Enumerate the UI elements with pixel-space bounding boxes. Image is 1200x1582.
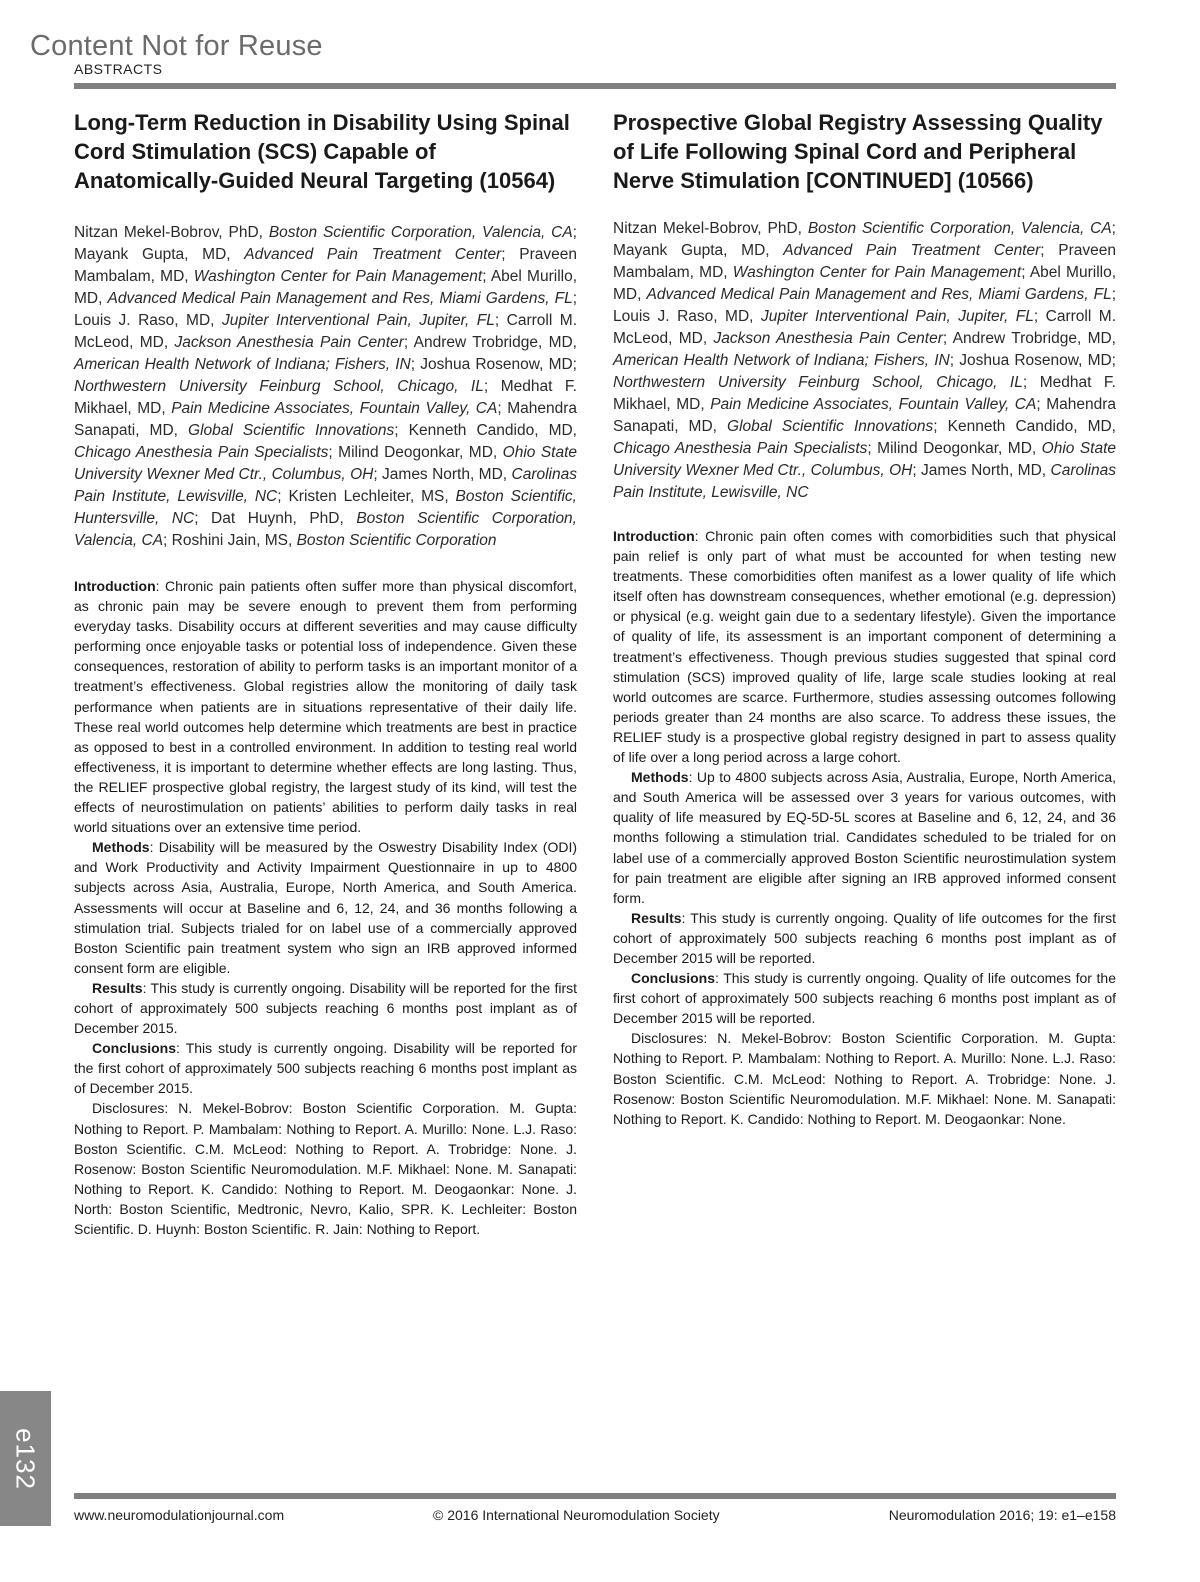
author-separator: ; [163,532,172,549]
author-separator: ; [1036,396,1047,413]
section-text: Disclosures: N. Mekel-Bobrov: Boston Scientific Corporation. M. Gupta: Nothing to Report. P. Mambalam: Nothing to Report. A. Murillo: None. L.J. Raso: Boston Scientific. C.M. McLeod: Nothing to Report. A. Trobridge: None. J. Rosenow: Boston Scientific Neuromodulation. M.F. Mikhael: None. M. Sanapati: Nothing to Report. K. Candido: Nothing to Report. M. Deogaonkar: None. J. North: Boston Scientific, Medtronic, Nevro, Kalio, SPR. K. Lechleiter: Boston Scientific. D. Huynh: Boston Scientific. R. Jain: Nothing to Report. [74,1100,577,1237]
section-heading: Conclusions [92,1040,177,1057]
section-text: : Up to 4800 subjects across Asia, Australia, Europe, North America, and South America will be assessed over 3 years for various outcomes, with quality of life measured by EQ-5D-5L scores at Baseline and 6, 12, 24, and 36 months following a stimulation trial. Candidates scheduled to be trialed for on label use of a commercially approved Boston Scientific neurostimulation system for pain treatment are eligible after signing an IRB approved informed consent form. [613,769,1116,906]
author-name: Mahendra Sanapati, MD, [74,400,577,439]
section-conclusions [613,968,1116,1028]
author-affiliation: Carolinas Pain Institute, Lewisville, NC [613,462,1116,501]
author-affiliation: Advanced Medical Pain Management and Res, Miami Gardens, FL [646,286,1112,303]
author-name: Kenneth Candido, MD, [408,422,577,439]
author-name: Medhat F. Mikhael, MD, [613,374,1116,413]
author-separator: ; [1022,374,1040,391]
author-name: Carroll M. McLeod, MD, [74,312,578,351]
author-separator: ; [1033,308,1046,325]
author-separator: ; [949,352,960,369]
page-number-tab [0,1391,51,1526]
section-label: ABSTRACTS [74,61,163,77]
author-separator: ; [501,246,520,263]
author-name: Abel Murillo, MD, [74,268,578,307]
author-affiliation: Chicago Anesthesia Pain Specialists [74,444,329,461]
author-affiliation: Chicago Anesthesia Pain Specialists [613,440,868,457]
section-heading: Results [631,909,682,926]
section-conclusions [74,1038,577,1098]
section-heading: Conclusions [631,970,716,987]
author-name: Nitzan Mekel-Bobrov, PhD, [74,224,269,241]
author-name: James North, MD, [921,462,1051,479]
author-affiliation: Jupiter Interventional Pain, Jupiter, FL [760,308,1034,325]
section-text: : This study is currently ongoing. Quality of life outcomes for the first cohort of approximately 500 subjects reaching 6 months post implant as of December 2015 will be reported. [613,909,1116,966]
author-separator: ; [942,330,953,347]
author-name: Louis J. Raso, MD, [74,312,222,329]
author-name: Nitzan Mekel-Bobrov, PhD, [613,220,808,237]
author-name: Milind Deogonkar, MD, [338,444,503,461]
author-separator: ; [572,290,578,307]
section-disclosures [74,1098,577,1239]
abstract-title: Long-Term Reduction in Disability Using Spinal Cord Stimulation (SCS) Capable of Anatomically-Guided Neural Targeting (10564) [74,110,570,193]
author-list [613,218,1116,504]
abstract-body [613,526,1116,1129]
author-affiliation: Global Scientific Innovations [188,422,395,439]
author-separator: ; [482,268,491,285]
author-separator: ; [494,312,507,329]
author-separator: ; [194,510,212,527]
author-affiliation: Boston Scientific Corporation, Valencia, CA [807,220,1112,237]
section-text: : Chronic pain often comes with comorbidities such that physical pain relief is only part of what must be accounted for when testing new treatments. These comorbidities often manifest as a lower quality of life which itself often has downstream consequences, whether emotional (e.g. depression) or physical (e.g. weight gain due to a sedentary lifestyle). Given the importance of quality of life, its assessment is an important component of determining a treatment’s effectiveness. Though previous studies suggested that spinal cord stimulation (SCS) improved quality of life, large scale studies looking at real world outcomes are scarce. Furthermore, studies assessing outcomes following periods greater than 24 months are also scarce. To address these issues, the RELIEF study is a prospective global registry designed in part to assess quality of life over a long period across a large cohort. [613,528,1116,766]
author-separator: ; [328,444,339,461]
section-text: : This study is currently ongoing. Disability will be reported for the first cohort of approximately 500 subjects reaching 6 months post implant as of December 2015. [74,1040,577,1097]
section-results [613,908,1116,968]
author-name: Mayank Gupta, MD, [74,246,245,263]
author-separator: ; [277,488,289,505]
section-results [74,978,577,1038]
author-affiliation: Advanced Pain Treatment Center [244,246,502,263]
author-separator: ; [1111,286,1117,303]
page-number: e132 [10,1428,41,1490]
section-heading: Results [92,979,143,996]
author-separator: ; [867,440,878,457]
author-affiliation: American Health Network of Indiana; Fishers, IN [613,352,950,369]
section-text: : This study is currently ongoing. Disability will be reported for the first cohort of approximately 500 subjects reaching 6 months post implant as of December 2015. [74,979,577,1037]
author-affiliation: Jackson Anesthesia Pain Center [713,330,943,347]
author-name: Andrew Trobridge, MD, [952,330,1116,347]
section-heading: Methods [92,839,150,856]
section-heading: Introduction [74,578,156,594]
section-text: Disclosures: N. Mekel-Bobrov: Boston Scientific Corporation. M. Gupta: Nothing to Report. P. Mambalam: Nothing to Report. A. Murillo: None. L.J. Raso: Boston Scientific. C.M. McLeod: Nothing to Report. A. Trobridge: None. J. Rosenow: Boston Scientific Neuromodulation. M.F. Mikhael: None. M. Sanapati: Nothing to Report. K. Candido: Nothing to Report. M. Deogaonkar: None. [613,1030,1116,1127]
author-separator: ; [373,466,383,483]
author-separator: ; [912,462,922,479]
author-name: Louis J. Raso, MD, [613,308,761,325]
author-affiliation: Washington Center for Pain Management [193,268,483,285]
author-affiliation: Carolinas Pain Institute, Lewisville, NC [74,466,577,505]
author-affiliation: Northwestern University Feinburg School, Chicago, IL [74,378,484,395]
author-name: Medhat F. Mikhael, MD, [74,378,577,417]
watermark-text: Content Not for Reuse [30,30,323,62]
author-name: Milind Deogonkar, MD, [877,440,1042,457]
author-affiliation: Jupiter Interventional Pain, Jupiter, FL [221,312,495,329]
author-name: Dat Huynh, PhD, [211,510,357,527]
section-heading: Introduction [613,528,695,544]
author-affiliation: Boston Scientific, Huntersville, NC [74,488,577,527]
section-text: : This study is currently ongoing. Quality of life outcomes for the first cohort of approximately 500 subjects reaching 6 months post implant as of December 2015 will be reported. [613,970,1116,1027]
author-name: Kristen Lechleiter, MS, [288,488,456,505]
author-affiliation: Advanced Medical Pain Management and Res, Miami Gardens, FL [107,290,573,307]
footer-copyright: © 2016 International Neuromodulation Society [433,1507,720,1523]
author-name: Praveen Mambalam, MD, [74,246,578,285]
section-introduction [613,526,1116,767]
section-text: : Chronic pain patients often suffer more than physical discomfort, as chronic pain may be severe enough to prevent them from performing everyday tasks. Disability occurs at different severities and may cause difficulty performing once enjoyable tasks or potential loss of independence. Given these consequences, restoration of ability to perform tasks is an important monitor of a treatment’s effectiveness. Global registries allow the monitoring of daily task performance when patients are in situations representative of their daily life. These real world outcomes help determine which treatments are best in practice as opposed to best in a controlled environment. In addition to testing real world effectiveness, it is important to determine whether effects are long lasting. Thus, the RELIEF prospective global registry, the largest study of its kind, will test the effects of neurostimulation on patients’ abilities to perform daily tasks in real world situations over an extensive time period. [74,578,577,836]
author-affiliation: Advanced Pain Treatment Center [783,242,1041,259]
right-column [613,108,1116,1129]
author-name: Kenneth Candido, MD, [947,418,1116,435]
author-name: Joshua Rosenow, MD; [959,352,1116,369]
author-affiliation: Ohio State University Wexner Med Ctr., Columbus, OH [74,444,578,483]
section-methods [74,837,577,978]
author-separator: ; [933,418,948,435]
author-name: Carroll M. McLeod, MD, [613,308,1117,347]
abstract-body [74,576,577,1239]
author-affiliation: Pain Medicine Associates, Fountain Valley, CA [710,396,1037,413]
author-name: Roshini Jain, MS, [171,532,297,549]
author-affiliation: Northwestern University Feinburg School, Chicago, IL [613,374,1023,391]
section-introduction [74,576,577,837]
section-methods [613,767,1116,908]
abstract-title: Prospective Global Registry Assessing Quality of Life Following Spinal Cord and Peripheral Nerve Stimulation [CONTINUED] (10566) [613,110,1103,193]
section-heading: Methods [631,769,689,786]
author-affiliation: Boston Scientific Corporation, Valencia, CA [74,510,577,549]
section-disclosures [613,1028,1116,1128]
author-name: Praveen Mambalam, MD, [613,242,1117,281]
author-name: Joshua Rosenow, MD; [420,356,577,373]
author-separator: ; [572,224,577,241]
author-name: Andrew Trobridge, MD, [413,334,577,351]
author-separator: ; [1040,242,1059,259]
section-text: : Disability will be measured by the Oswestry Disability Index (ODI) and Work Productivity and Activity Impairment Questionnaire in up to 4800 subjects across Asia, Australia, Europe, North America, and South America. Assessments will occur at Baseline and 6, 12, 24, and 36 months following a stimulation trial. Subjects trialed for on label use of a commercially approved Boston Scientific pain treatment system who sign an IRB approved informed consent form are eligible. [74,839,577,976]
author-separator: ; [1111,220,1116,237]
footer-rule [74,1493,1116,1499]
author-separator: ; [394,422,409,439]
author-affiliation: Boston Scientific Corporation [296,532,497,549]
left-column [74,108,577,1239]
author-affiliation: American Health Network of Indiana; Fishers, IN [74,356,411,373]
author-affiliation: Boston Scientific Corporation, Valencia, CA [268,224,573,241]
author-separator: ; [497,400,508,417]
header-rule [74,83,1116,89]
author-name: Abel Murillo, MD, [613,264,1117,303]
author-affiliation: Global Scientific Innovations [727,418,934,435]
author-affiliation: Jackson Anesthesia Pain Center [174,334,404,351]
author-list [74,222,577,552]
author-separator: ; [483,378,501,395]
author-affiliation: Washington Center for Pain Management [732,264,1022,281]
author-separator: ; [410,356,421,373]
author-name: Mayank Gupta, MD, [613,242,784,259]
author-affiliation: Pain Medicine Associates, Fountain Valley, CA [171,400,498,417]
footer-citation: Neuromodulation 2016; 19: e1–e158 [888,1507,1116,1523]
author-name: James North, MD, [382,466,512,483]
author-name: Mahendra Sanapati, MD, [613,396,1116,435]
author-separator: ; [1021,264,1030,281]
author-affiliation: Ohio State University Wexner Med Ctr., Columbus, OH [613,440,1117,479]
footer-url[interactable]: www.neuromodulationjournal.com [74,1507,285,1523]
author-separator: ; [403,334,414,351]
